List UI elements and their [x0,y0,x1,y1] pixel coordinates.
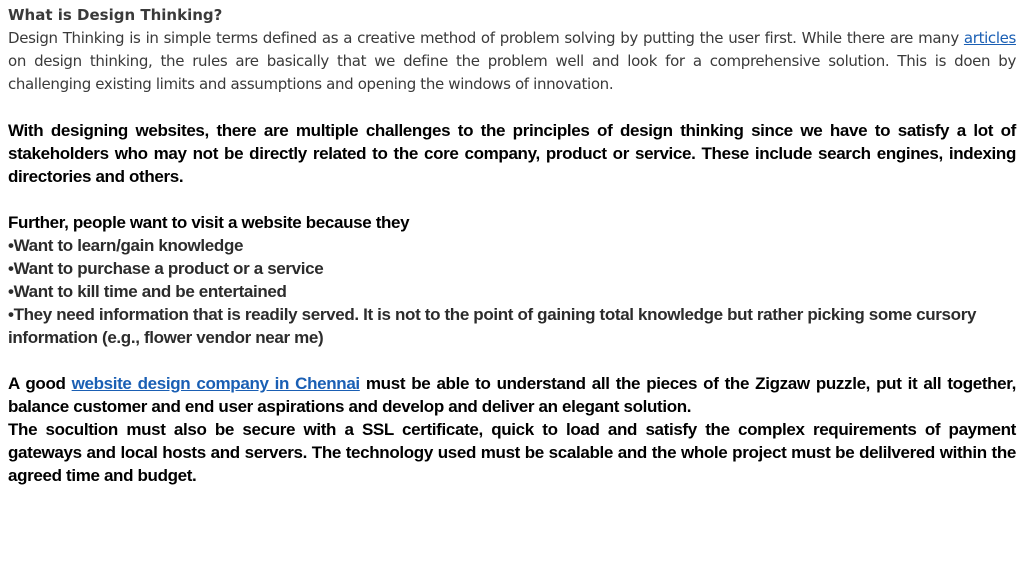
website-design-company-link[interactable]: website design company in Chennai [71,374,360,393]
reasons-lead: Further, people want to visit a website because they [8,213,410,232]
closing-text-start: A good [8,374,72,393]
slide-content [8,4,1016,487]
spacer [8,349,1016,372]
list-item: •Want to learn/gain knowledge [8,236,244,255]
reasons-list [8,211,1016,349]
security-paragraph: The socultion must also be secure with a SSL certificate, quick to load and satisfy the complex requirements of payment gateways and local hosts and servers. The technology used must be scalable and the whole project must be delilvered within the agreed time and budget. [8,420,1016,485]
spacer [8,188,1016,211]
articles-link[interactable]: articles [963,29,1016,47]
list-item: •They need information that is readily served. It is not to the point of gaining total knowledge but rather picking some cursory information (e.g., flower vendor near me) [8,305,977,347]
list-item: •Want to purchase a product or a service [8,259,324,278]
closing-paragraph [8,372,1016,418]
closing-text-end: must be able to understand all the pieces of the Zigzaw puzzle, put it all together, balance customer and end user aspirations and develop and deliver an elegant solution. [8,374,1016,416]
page-title: What is Design Thinking? [8,6,223,24]
intro-paragraph [8,27,1016,96]
intro-text-end: on design thinking, the rules are basically that we define the problem well and look for a comprehensive solution. This is doen by challenging existing limits and assumptions and opening the windows of innovation. [8,52,1016,93]
intro-text-start: Design Thinking is in simple terms defined as a creative method of problem solving by putting the user first. While there are many [8,29,964,47]
spacer [8,96,1016,119]
challenges-paragraph: With designing websites, there are multiple challenges to the principles of design thinking since we have to satisfy a lot of stakeholders who may not be directly related to the core company, product or service. These include search engines, indexing directories and others. [8,121,1016,186]
list-item: •Want to kill time and be entertained [8,282,287,301]
